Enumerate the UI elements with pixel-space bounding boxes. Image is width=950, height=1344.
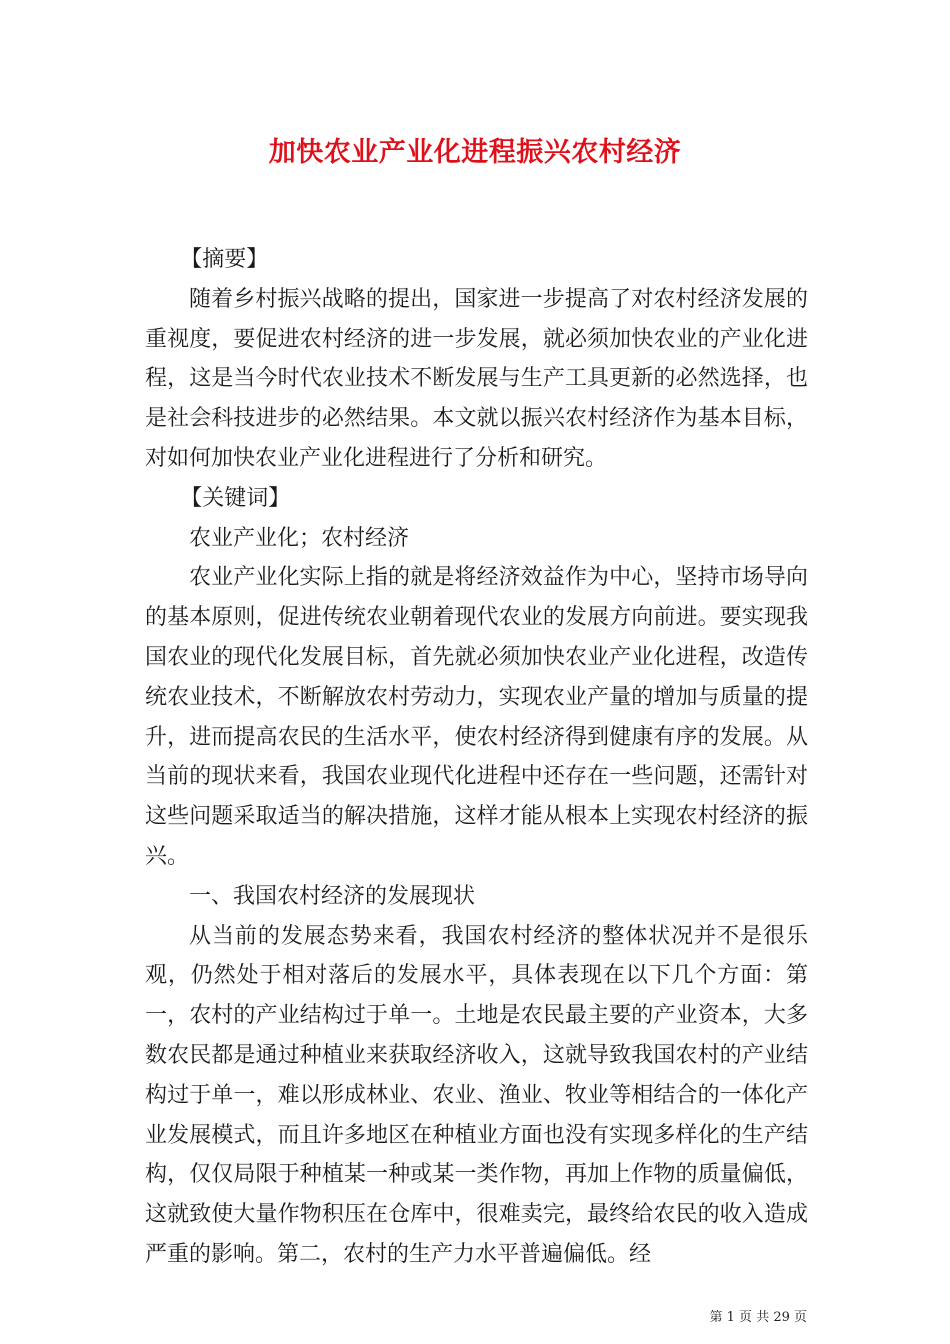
document-title: 加快农业产业化进程振兴农村经济 xyxy=(268,137,682,168)
intro-paragraph: 农业产业化实际上指的就是将经济效益作为中心，坚持市场导向的基本原则，促进传统农业朝着现代农业的发展方向前进。要实现我国农业的现代化发展目标，首先就必须加快农业产业化进程，改造传统农业技术，不断解放农村劳动力，实现农业产量的增加与质量的提升，进而提高农民的生活水平，使农村经济得到健康有序的发展。从当前的现状来看，我国农业现代化进程中还存在一些问题，还需针对这些问题采取适当的解决措施，这样才能从根本上实现农村经济的振兴。 xyxy=(145,565,808,869)
keywords-paragraph: 农业产业化；农村经济 xyxy=(189,525,410,551)
keywords-heading: 【关键词】 xyxy=(180,485,291,511)
section-paragraph: 从当前的发展态势来看，我国农村经济的整体状况并不是很乐观，仍然处于相对落后的发展水平，具体表现在以下几个方面：第一，农村的产业结构过于单一。土地是农民最主要的产业资本，大多数农民都是通过种植业来获取经济收入，这就导致我国农村的产业结构过于单一，难以形成林业、农业、渔业、牧业等相结合的一体化产业发展模式，而且许多地区在种植业方面也没有实现多样化的生产结构，仅仅局限于种植某一种或某一类作物，再加上作物的质量偏低，这就致使大量作物积压在仓库中，很难卖完，最终给农民的收入造成严重的影响。第二，农村的生产力水平普遍偏低。经 xyxy=(145,923,808,1267)
section-heading: 一、我国农村经济的发展现状 xyxy=(189,883,476,909)
abstract-paragraph: 随着乡村振兴战略的提出，国家进一步提高了对农村经济发展的重视度，要促进农村经济的进一步发展，就必须加快农业的产业化进程，这是当今时代农业技术不断发展与生产工具更新的必然选择，也是社会科技进步的必然结果。本文就以振兴农村经济作为基本目标，对如何加快农业产业化进程进行了分析和研究。 xyxy=(145,286,808,471)
abstract-heading: 【摘要】 xyxy=(180,247,269,272)
document-body xyxy=(145,240,808,1275)
page-number: 第 1 页 共 29 页 xyxy=(709,1310,807,1325)
